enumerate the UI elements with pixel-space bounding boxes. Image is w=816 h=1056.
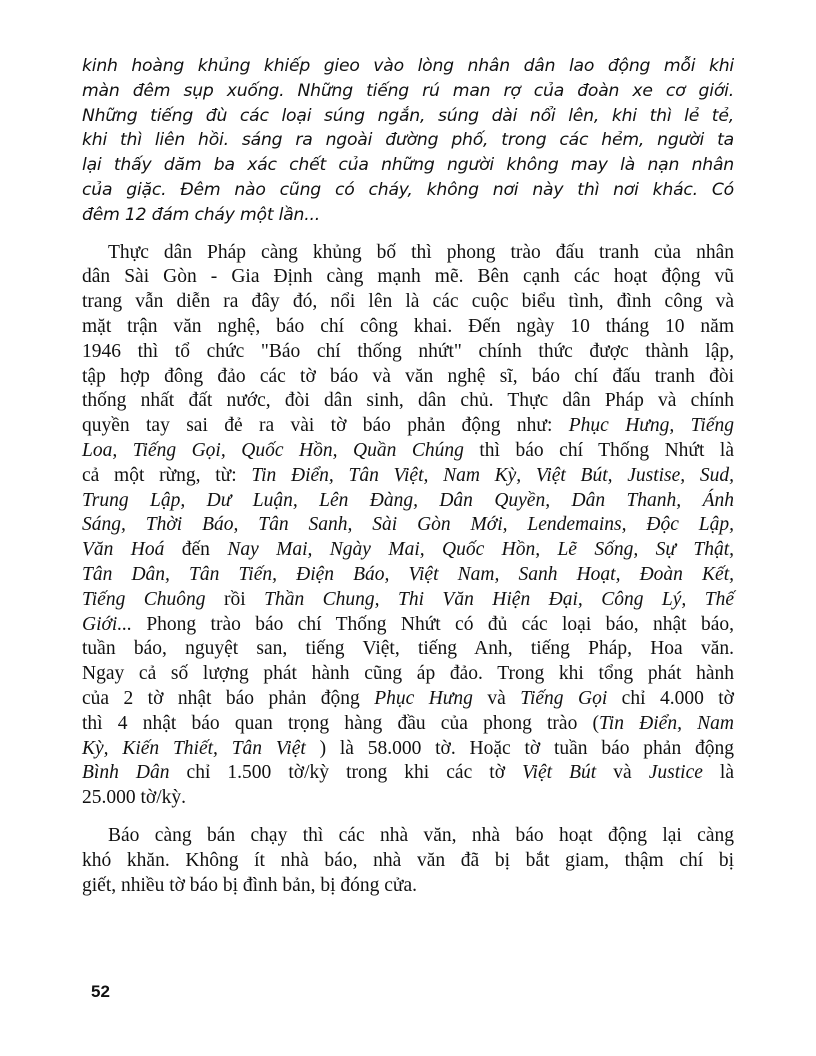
paragraph-gap: [82, 228, 734, 241]
body-text: đến: [164, 539, 228, 561]
italic-title-text: Văn Hoá: [82, 539, 165, 561]
italic-title-text: Việt Bút: [522, 762, 597, 784]
text-line: [82, 104, 734, 129]
italic-title-text: Kỳ, Kiến Thiết, Tân Việt: [82, 737, 306, 759]
italic-title-text: Sáng, Thời Báo, Tân Sanh, Sài Gòn Mới, Lendemains, Độc Lập,: [82, 514, 734, 536]
text-line: [82, 178, 734, 203]
body-text: tuần báo, nguyệt san, tiếng Việt, tiếng Anh, tiếng Pháp, Hoa văn.: [82, 638, 734, 660]
italic-title-text: Tiếng Gọi: [520, 687, 608, 709]
body-text: và: [472, 687, 521, 709]
body-text: quyền tay sai đẻ ra vài tờ báo phản động như:: [82, 415, 569, 437]
text-line: [82, 563, 734, 588]
body-text: là: [702, 762, 735, 784]
text-line: [82, 153, 734, 178]
text-line: [82, 489, 734, 514]
body-text: tập hợp đông đảo các tờ báo và văn nghệ sĩ, báo chí đấu tranh đòi: [82, 365, 734, 387]
italic-title-text: Phục Hưng: [374, 687, 473, 709]
body-text: Ngay cả số lượng phát hành cũng áp đảo. Trong khi tổng phát hành: [82, 663, 734, 685]
italic-title-text: Nay Mai, Ngày Mai, Quốc Hồn, Lẽ Sống, Sự Thật,: [227, 539, 734, 561]
paragraph-1: [82, 241, 734, 811]
text-line: [82, 54, 734, 79]
body-text: lại thấy dăm ba xác chết của những người không may là nạn nhân: [82, 155, 734, 176]
page-number: 52: [91, 982, 110, 1001]
body-text: ) là 58.000 tờ. Hoặc tờ tuần báo phản động: [305, 737, 734, 759]
body-text: màn đêm sụp xuống. Những tiếng rú man rợ của đoàn xe cơ giới.: [82, 80, 734, 101]
text-line: [82, 241, 734, 266]
body-text: thì báo chí Thống Nhứt là: [463, 439, 734, 461]
body-text: thống nhất đất nước, đòi dân sinh, dân chủ. Thực dân Pháp và chính: [82, 390, 734, 412]
body-text: khi thì liên hồi. sáng ra ngoài đường phố, trong các hẻm, người ta: [82, 130, 734, 151]
body-text: khó khăn. Không ít nhà báo, nhà văn đã bị bắt giam, thậm chí bị: [82, 849, 734, 871]
italic-title-text: Bình Dân: [82, 762, 170, 784]
text-line: [82, 365, 734, 390]
text-line: [82, 79, 734, 104]
body-text: chỉ 4.000 tờ: [607, 687, 734, 709]
text-line: [82, 712, 734, 737]
text-line: [82, 203, 734, 228]
text-line: [82, 538, 734, 563]
body-text: của 2 tờ nhật báo phản động: [82, 687, 375, 709]
quote-block: [82, 54, 734, 228]
italic-title-text: Thần Chung, Thi Văn Hiện Đại, Công Lý, Thế: [264, 588, 734, 610]
italic-title-text: Tin Điển, Tân Việt, Nam Kỳ, Việt Bút, Justise, Sud,: [251, 464, 734, 486]
text-line: [82, 588, 734, 613]
italic-title-text: Tiếng Chuông: [82, 588, 206, 610]
body-text: Phong trào báo chí Thống Nhứt có đủ các loại báo, nhật báo,: [131, 613, 734, 635]
paragraph-gap: [82, 811, 734, 824]
italic-title-text: Loa, Tiếng Gọi, Quốc Hồn, Quần Chúng: [82, 439, 464, 461]
body-text: và: [596, 762, 649, 784]
body-text: của giặc. Đêm nào cũng có cháy, không nơi này thì nơi khác. Có: [82, 179, 734, 200]
text-line: [82, 513, 734, 538]
italic-title-text: Giới...: [82, 613, 132, 635]
text-line: [82, 340, 734, 365]
text-line: [82, 439, 734, 464]
body-text: rồi: [205, 588, 265, 610]
body-text: giết, nhiều tờ báo bị đình bản, bị đóng cửa.: [82, 874, 417, 896]
body-text: mặt trận văn nghệ, báo chí công khai. Đến ngày 10 tháng 10 năm: [82, 315, 734, 337]
body-text: chỉ 1.500 tờ/kỳ trong khi các tờ: [169, 762, 523, 784]
text-line: [82, 128, 734, 153]
body-text: kinh hoàng khủng khiếp gieo vào lòng nhân dân lao động mỗi khi: [82, 56, 734, 76]
body-text: thì 4 nhật báo quan trọng hàng đầu của phong trào (: [82, 712, 600, 734]
body-text: đêm 12 đám cháy một lần...: [82, 204, 321, 225]
text-line: [82, 613, 734, 638]
body-text: cả một rừng, từ:: [82, 464, 252, 486]
text-line: [82, 637, 734, 662]
body-text: 1946 thì tổ chức "Báo chí thống nhứt" chính thức được thành lập,: [82, 340, 734, 362]
text-line: [82, 464, 734, 489]
text-line: [82, 737, 734, 762]
italic-title-text: Tin Điển, Nam: [599, 712, 734, 734]
text-line: [82, 315, 734, 340]
italic-title-text: Trung Lập, Dư Luận, Lên Đàng, Dân Quyền, Dân Thanh, Ánh: [82, 489, 734, 511]
body-text: 25.000 tờ/kỳ.: [82, 787, 187, 809]
text-line: [82, 389, 734, 414]
text-line: [82, 761, 734, 786]
paragraph-2: [82, 824, 734, 898]
text-line: [82, 290, 734, 315]
body-text: dân Sài Gòn - Gia Định càng mạnh mẽ. Bên cạnh các hoạt động vũ: [82, 266, 734, 288]
italic-title-text: Justice: [648, 762, 703, 784]
body-text: Những tiếng đù các loại súng ngắn, súng dài nổi lên, khi thì lẻ tẻ,: [82, 105, 734, 126]
text-line: [82, 687, 734, 712]
text-line: [82, 414, 734, 439]
text-line: [82, 874, 734, 899]
body-text: trang vẫn diễn ra đây đó, nổi lên là các cuộc biểu tình, đình công và: [82, 291, 734, 313]
text-line: [82, 786, 734, 811]
body-text: Báo càng bán chạy thì các nhà văn, nhà báo hoạt động lại càng: [108, 824, 734, 846]
text-line: [82, 662, 734, 687]
italic-title-text: Phục Hưng, Tiếng: [568, 415, 734, 437]
text-line: [82, 849, 734, 874]
page-body: [82, 54, 734, 898]
body-text: Thực dân Pháp càng khủng bố thì phong trào đấu tranh của nhân: [108, 241, 734, 263]
text-line: [82, 265, 734, 290]
text-line: [82, 824, 734, 849]
italic-title-text: Tân Dân, Tân Tiến, Điện Báo, Việt Nam, Sanh Hoạt, Đoàn Kết,: [82, 563, 734, 585]
